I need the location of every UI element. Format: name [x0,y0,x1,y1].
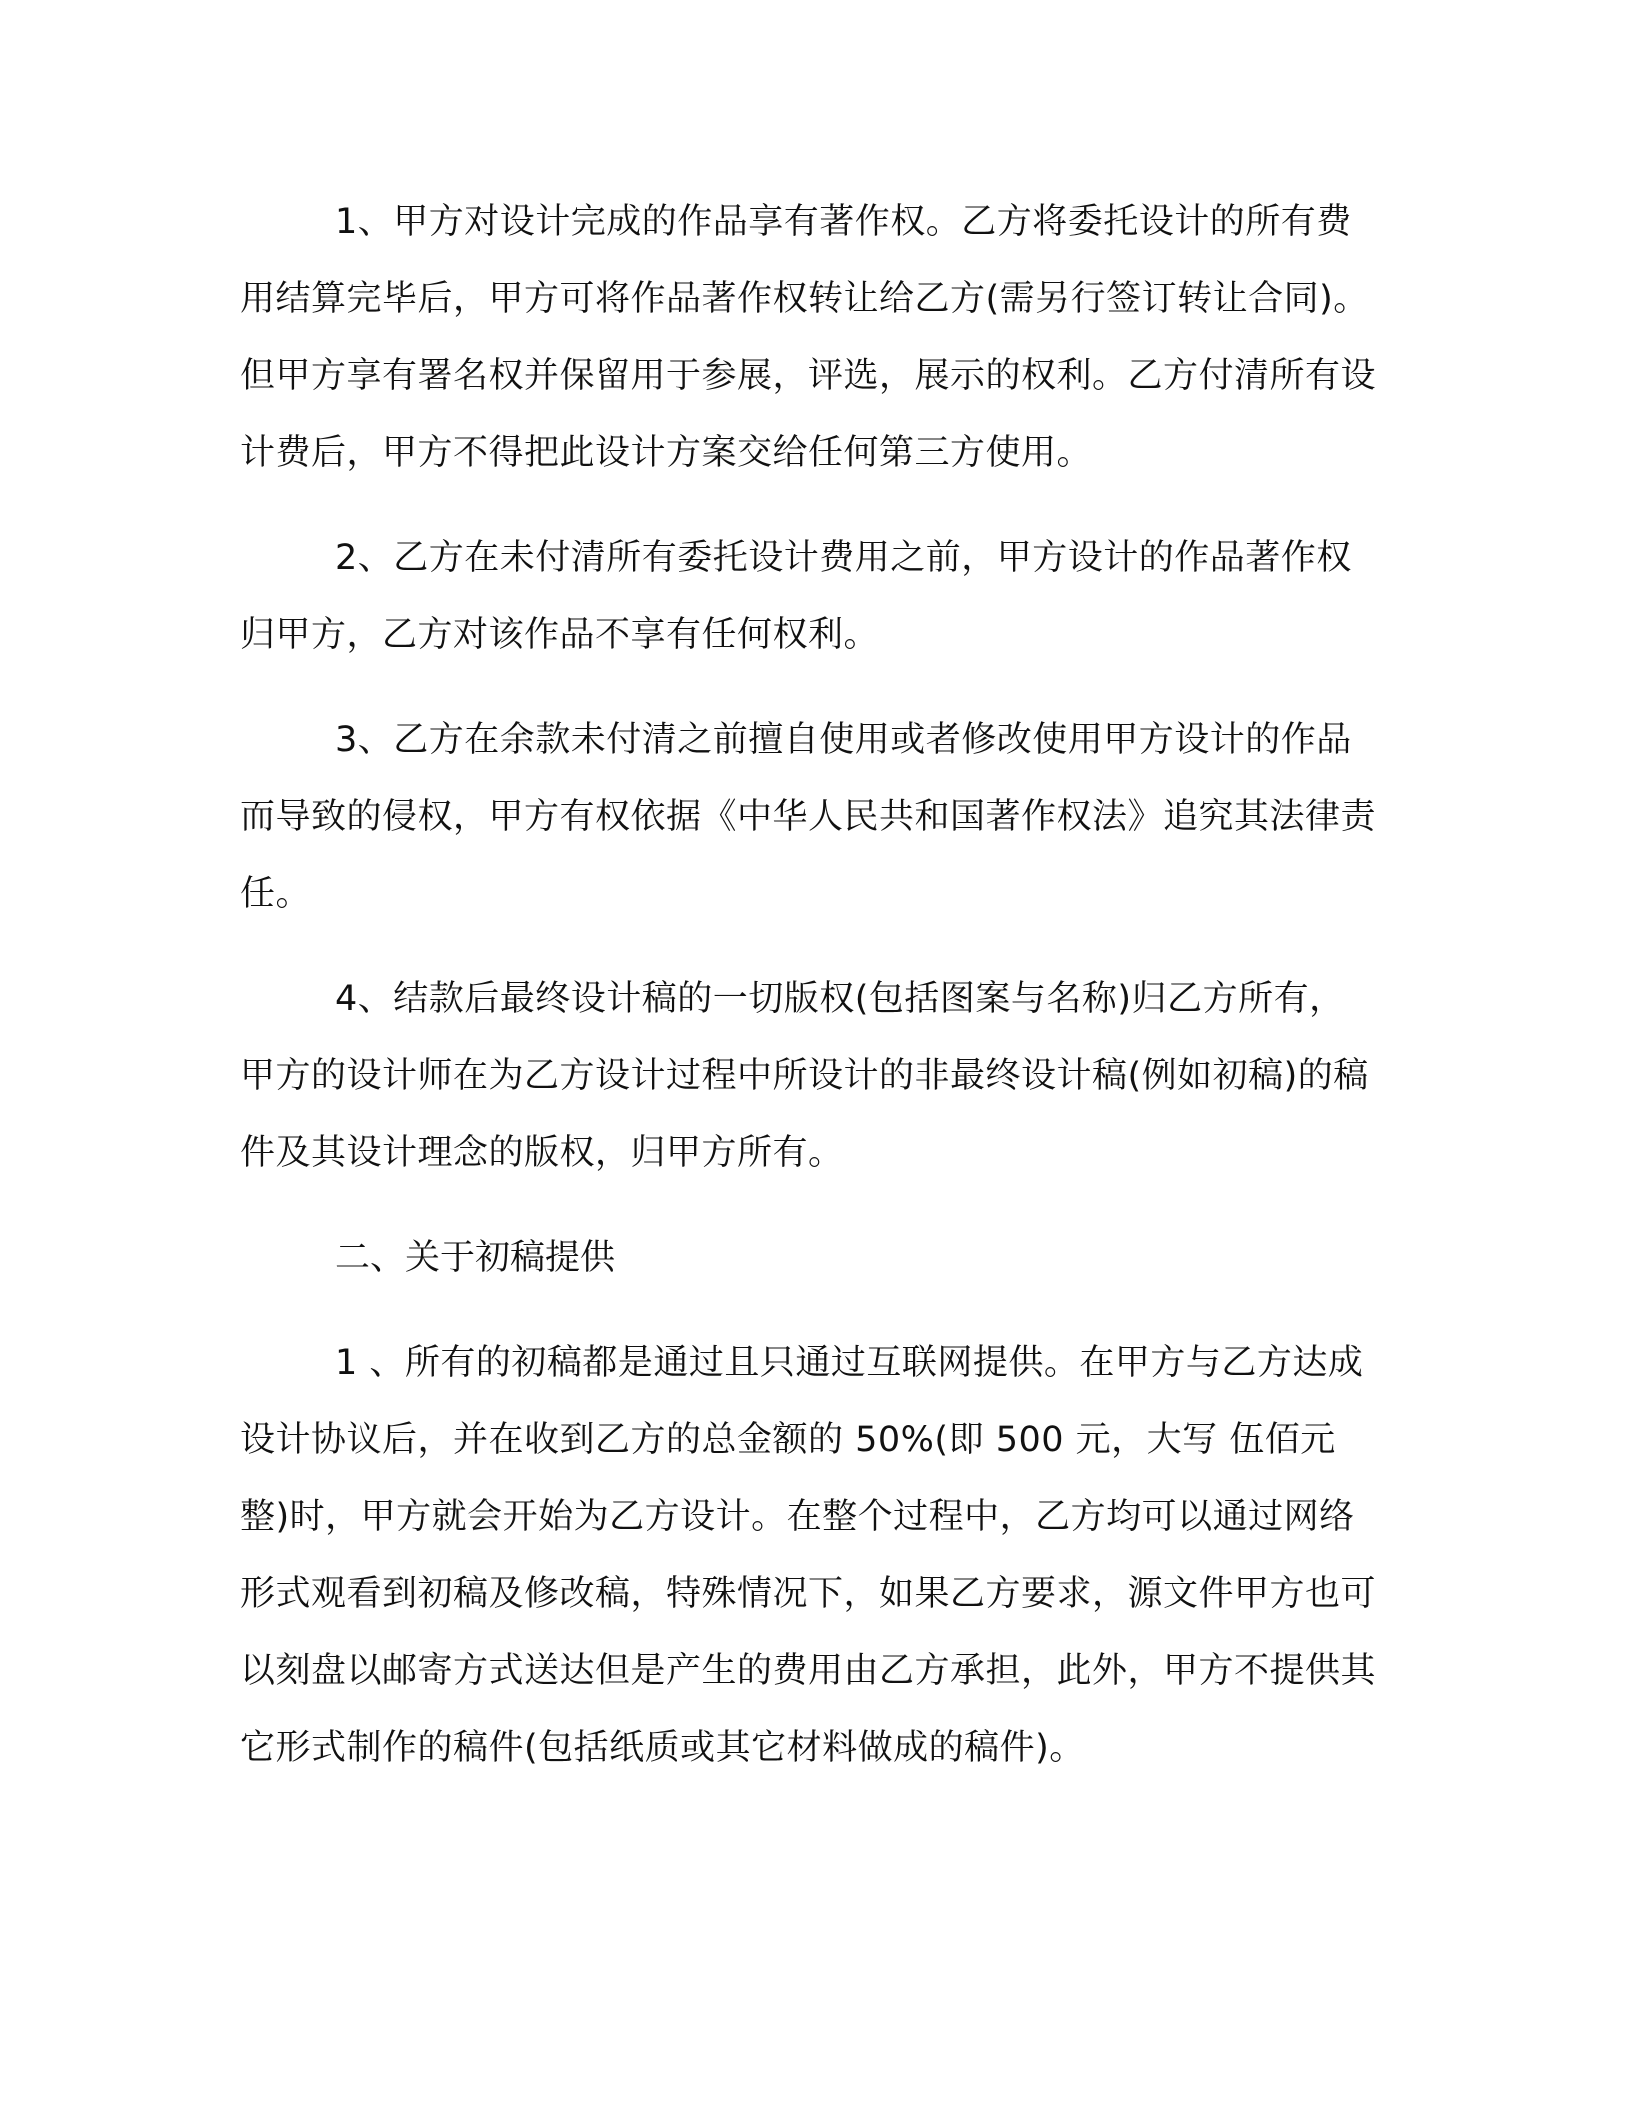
document-body [240,184,1380,1787]
paragraph-gap [240,933,1380,961]
paragraph-gap [240,674,1380,702]
section-heading: 二、关于初稿提供 [335,1238,616,1278]
paragraph-gap [240,1192,1380,1220]
paragraph-gap [240,492,1380,520]
copyright-clause-4: 4、结款后最终设计稿的一切版权(包括图案与名称)归乙方所有，甲方的设计师在为乙方设计过程中所设计的非最终设计稿(例如初稿)的稿件及其设计理念的版权，归甲方所有。 [240,979,1369,1173]
paragraph-gap [240,1297,1380,1325]
copyright-clause-2: 2、乙方在未付清所有委托设计费用之前，甲方设计的作品著作权归甲方，乙方对该作品不享有任何权利。 [240,538,1352,655]
draft-clause-1: 1 、所有的初稿都是通过且只通过互联网提供。在甲方与乙方达成设计协议后，并在收到乙方的总金额的 50%(即 500 元，大写 伍佰元 整)时，甲方就会开始为乙方设计。在整个过程中，乙方均可以通过网络形式观看到初稿及修改稿，特殊情况下，如果乙方要求，源文件甲方也可以刻盘以邮寄方式送达但是产生的费用由乙方承担，此外，甲方不提供其它形式制作的稿件(包括纸质或其它材料做成的稿件)。 [240,1343,1377,1768]
copyright-clause-3: 3、乙方在余款未付清之前擅自使用或者修改使用甲方设计的作品而导致的侵权，甲方有权依据《中华人民共和国著作权法》追究其法律责任。 [240,720,1377,914]
copyright-clause-1: 1、甲方对设计完成的作品享有著作权。乙方将委托设计的所有费用结算完毕后，甲方可将作品著作权转让给乙方(需另行签订转让合同)。但甲方享有署名权并保留用于参展，评选，展示的权利。乙方付清所有设计费后，甲方不得把此设计方案交给任何第三方使用。 [240,202,1377,473]
